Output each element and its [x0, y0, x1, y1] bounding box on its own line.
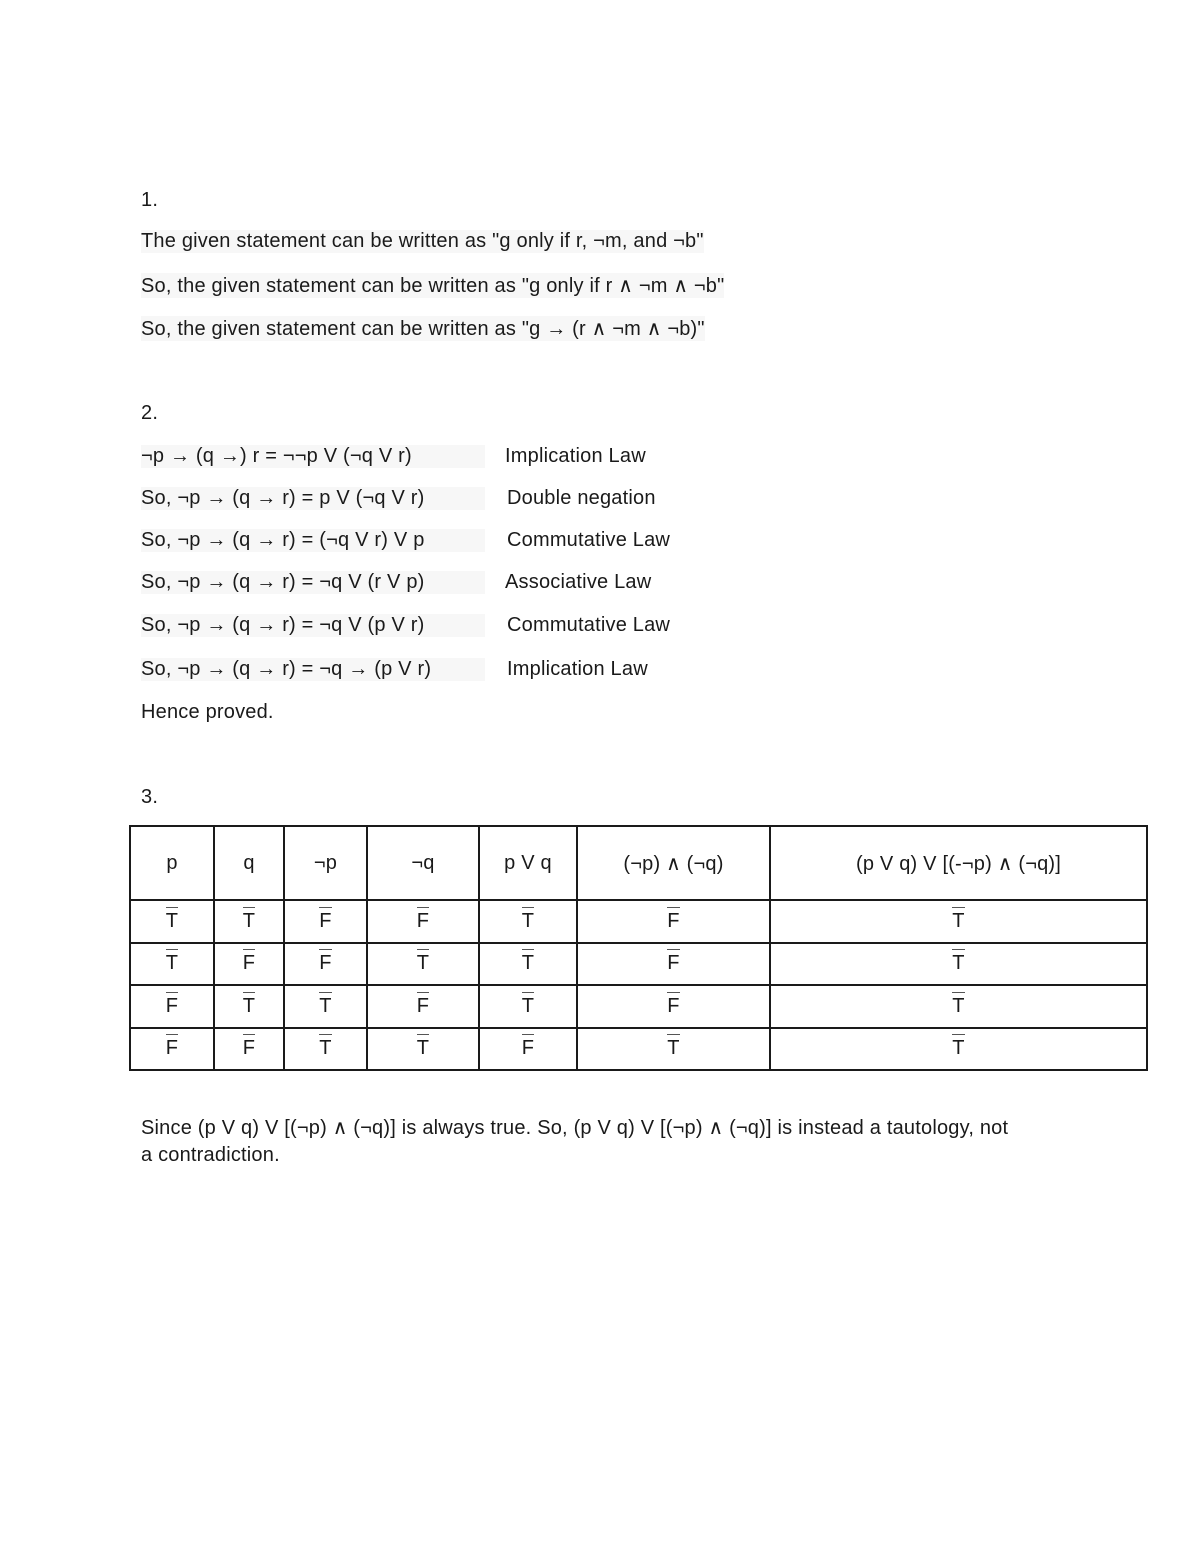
table-cell: F: [367, 985, 479, 1028]
proof-step-law: Commutative Law: [507, 614, 671, 636]
section-2-number: 2.: [141, 402, 159, 424]
conclusion-line: Since (p V q) V [(¬p) ∧ (¬q)] is always true. So, (p V q) V [(¬p) ∧ (¬q)] is instead a tautology, not: [141, 1117, 1009, 1139]
table-cell: F: [130, 1028, 214, 1071]
table-row: [130, 1028, 1147, 1071]
proof-step-expression: ¬p → (q →) r = ¬¬p V (¬q V r): [141, 445, 485, 468]
table-cell: T: [770, 900, 1147, 943]
table-row: [130, 985, 1147, 1028]
table-row: [130, 943, 1147, 986]
proof-step-law: Implication Law: [505, 445, 646, 467]
proof-step-expression: So, ¬p → (q → r) = ¬q V (p V r): [141, 614, 485, 637]
table-cell: F: [214, 943, 284, 986]
proof-step-law: Implication Law: [507, 658, 648, 680]
header-cell: q: [214, 826, 284, 900]
proof-step-law: Associative Law: [505, 571, 652, 593]
table-cell: T: [770, 943, 1147, 986]
table-cell: T: [214, 900, 284, 943]
table-cell: F: [577, 985, 770, 1028]
truth-table: [129, 825, 1148, 1071]
tautology-conclusion: [141, 1115, 1071, 1169]
table-cell: F: [577, 900, 770, 943]
proof-step-law: Commutative Law: [507, 529, 671, 551]
table-cell: T: [130, 943, 214, 986]
table-cell: T: [367, 943, 479, 986]
table-cell: F: [479, 1028, 577, 1071]
section-1-number: 1.: [141, 189, 159, 211]
truth-table-header-row: [130, 826, 1147, 900]
header-cell: ¬p: [284, 826, 367, 900]
proof-step-expression: So, ¬p → (q → r) = p V (¬q V r): [141, 487, 485, 510]
proof-step-expression: So, ¬p → (q → r) = ¬q V (r V p): [141, 571, 485, 594]
section-1-line: So, the given statement can be written as "g → (r ∧ ¬m ∧ ¬b)": [141, 318, 705, 340]
table-cell: F: [130, 985, 214, 1028]
table-cell: T: [214, 985, 284, 1028]
table-cell: F: [367, 900, 479, 943]
table-cell: T: [284, 1028, 367, 1071]
proof-conclusion: Hence proved.: [141, 701, 274, 723]
proof-step-law: Double negation: [507, 487, 656, 509]
table-cell: T: [770, 985, 1147, 1028]
table-cell: T: [130, 900, 214, 943]
table-cell: T: [284, 985, 367, 1028]
header-cell: p V q: [479, 826, 577, 900]
table-cell: T: [479, 900, 577, 943]
section-1-line: The given statement can be written as "g only if r, ¬m, and ¬b": [141, 230, 704, 252]
proof-step-expression: So, ¬p → (q → r) = ¬q → (p V r): [141, 658, 485, 681]
table-cell: T: [479, 943, 577, 986]
header-cell: (p V q) V [(-¬p) ∧ (¬q)]: [770, 826, 1147, 900]
table-cell: F: [577, 943, 770, 986]
table-cell: T: [577, 1028, 770, 1071]
header-cell: (¬p) ∧ (¬q): [577, 826, 770, 900]
table-cell: F: [284, 943, 367, 986]
table-cell: T: [479, 985, 577, 1028]
table-cell: T: [367, 1028, 479, 1071]
table-cell: F: [214, 1028, 284, 1071]
section-1-line: So, the given statement can be written as "g only if r ∧ ¬m ∧ ¬b": [141, 275, 725, 297]
proof-step-expression: So, ¬p → (q → r) = (¬q V r) V p: [141, 529, 485, 552]
table-row: [130, 900, 1147, 943]
header-cell: p: [130, 826, 214, 900]
header-cell: ¬q: [367, 826, 479, 900]
table-cell: T: [770, 1028, 1147, 1071]
conclusion-line: a contradiction.: [141, 1144, 280, 1166]
section-3-number: 3.: [141, 786, 159, 808]
table-cell: F: [284, 900, 367, 943]
